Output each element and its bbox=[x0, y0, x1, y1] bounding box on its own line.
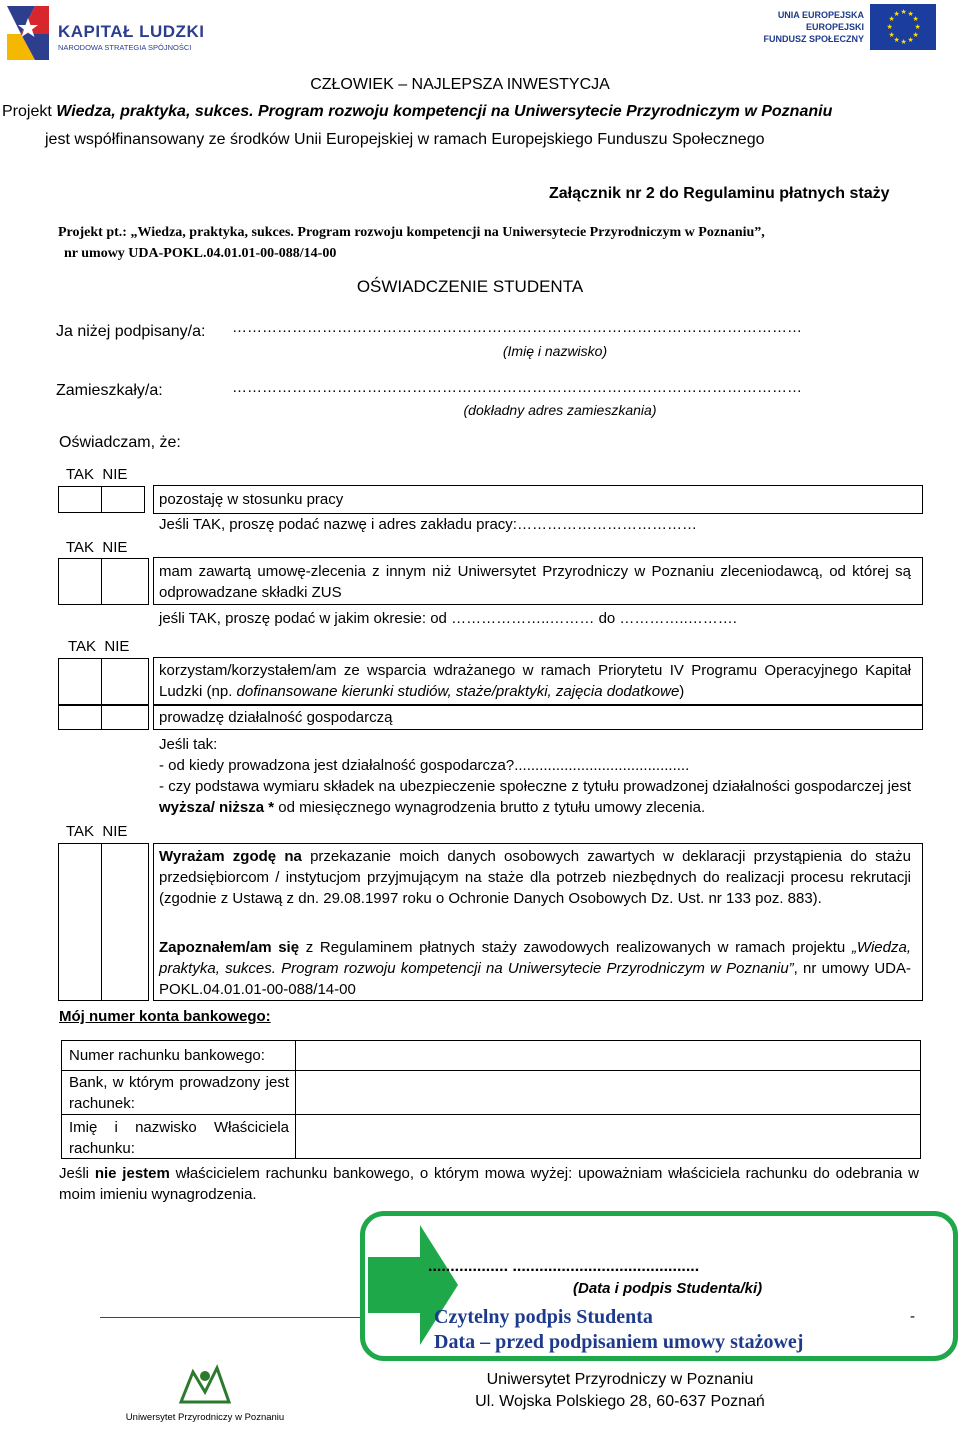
bank-row-account-label: Numer rachunku bankowego: bbox=[69, 1047, 265, 1064]
cb-contract-no[interactable] bbox=[101, 558, 149, 605]
declare-label: Oświadczam, że: bbox=[59, 434, 181, 451]
bank-note-bold: nie jestem bbox=[94, 1165, 170, 1182]
bank-row-owner-value[interactable] bbox=[301, 1119, 911, 1155]
callout-line2: Data – przed podpisaniem umowy stażowej bbox=[434, 1331, 804, 1353]
cb-yes-label: TAK bbox=[66, 539, 95, 556]
bank-note bbox=[59, 1163, 919, 1205]
university-logo bbox=[115, 1362, 295, 1424]
bank-note-suffix: właścicielem rachunku bankowego, o którym mowa wyżej: upoważniam właściciela rachunku do odebrania w moim imieniu wynagrodzenia. bbox=[59, 1165, 919, 1203]
address-dots[interactable]: …………………………………………………………………………………………………… bbox=[232, 379, 802, 396]
project-ref-line1: Projekt pt.: „Wiedza, praktyka, sukces. Program rozwoju kompetencji na Uniwersytecie Przyrodniczym w Poznaniu”, bbox=[58, 225, 765, 240]
kapital-ludzki-subtitle: NARODOWA STRATEGIA SPÓJNOŚCI bbox=[58, 43, 192, 52]
signed-hint: (Imię i nazwisko) bbox=[502, 343, 608, 359]
callout-line1: Czytelny podpis Studenta bbox=[434, 1306, 653, 1328]
bank-row-bank-value[interactable] bbox=[301, 1075, 911, 1111]
bank-heading: Mój numer konta bankowego: bbox=[59, 1008, 271, 1025]
business-basis-suffix: od miesięcznego wynagrodzenia brutto z tytułu umowy zlecenia. bbox=[274, 799, 706, 816]
doc-title: OŚWIADCZENIE STUDENTA bbox=[356, 277, 584, 296]
svg-text:★: ★ bbox=[912, 15, 919, 23]
cofinanced-text: jest współfinansowany ze środków Unii Europejskiej w ramach Europejskiego Funduszu Społecznego bbox=[45, 131, 765, 148]
cb-consent-no[interactable] bbox=[101, 843, 149, 1001]
bank-table bbox=[61, 1040, 921, 1159]
svg-text:★: ★ bbox=[888, 15, 895, 23]
project-prefix: Projekt bbox=[2, 103, 57, 120]
svg-text:★: ★ bbox=[907, 10, 914, 18]
statement-business-if: Jeśli tak: bbox=[159, 736, 218, 753]
annex-title: Załącznik nr 2 do Regulaminu płatnych staży bbox=[549, 185, 890, 202]
cb-yes-label: TAK bbox=[66, 823, 95, 840]
consent-text: przekazanie moich danych osobowych zawartych w deklaracji przystąpienia do stażu przedsiębiorcom / instytucjom przyjmującym na staże dla potrzeb niezbędnych do realizacji procesu rekrutacji (zgodnie z Ustawą z dn. 29.08.1997 roku o Ochronie Danych Osobowych Dz. Ust. nr 133 poz. 883). bbox=[159, 848, 911, 907]
svg-text:★: ★ bbox=[912, 31, 919, 39]
kapital-ludzki-emblem-icon bbox=[5, 4, 51, 62]
address-hint: (dokładny adres zamieszkania) bbox=[463, 402, 657, 418]
cb-contract-yes[interactable] bbox=[58, 558, 102, 605]
cb-employment-no[interactable] bbox=[101, 486, 145, 513]
university-emblem-icon bbox=[175, 1362, 235, 1408]
cb-header-3 bbox=[68, 636, 129, 657]
cb-header-2 bbox=[66, 537, 127, 558]
statement-contract: mam zawartą umowę-zlecenia z innym niż Uniwersytet Przyrodniczy w Poznaniu zleceniodawcą, od której są odprowadzane składki ZUS bbox=[159, 563, 911, 601]
svg-text:★: ★ bbox=[893, 10, 900, 18]
cb-support-no[interactable] bbox=[101, 658, 149, 705]
statement-employment: pozostaję w stosunku pracy bbox=[159, 491, 344, 508]
motto: CZŁOWIEK – NAJLEPSZA INWESTYCJA bbox=[310, 76, 610, 93]
eu-logo-line1: UNIA EUROPEJSKA bbox=[777, 10, 864, 20]
statement-business-since: - od kiedy prowadzona jest działalność gospodarcza?.......................................... bbox=[159, 757, 690, 774]
svg-text:★: ★ bbox=[914, 23, 921, 31]
footer-address-1: Uniwersytet Przyrodniczy w Poznaniu bbox=[486, 1371, 754, 1388]
svg-text:★: ★ bbox=[886, 23, 893, 31]
regulation-text: z Regulaminem płatnych staży zawodowych realizowanych w ramach projektu bbox=[299, 939, 852, 956]
cb-business-no[interactable] bbox=[101, 705, 149, 730]
bank-row-bank-label: Bank, w którym prowadzony jest rachunek: bbox=[69, 1074, 289, 1112]
cb-yes-label: TAK bbox=[66, 466, 95, 483]
cb-no-label: NIE bbox=[102, 823, 128, 840]
statement-consent bbox=[159, 846, 911, 909]
university-logo-caption: Uniwersytet Przyrodniczy w Poznaniu bbox=[125, 1412, 285, 1423]
support-italic: dofinansowane kierunki studiów, staże/praktyki, zajęcia dodatkowe bbox=[236, 683, 680, 700]
cb-employment-yes[interactable] bbox=[58, 486, 102, 513]
project-header bbox=[2, 101, 832, 122]
project-title: Wiedza, praktyka, sukces. Program rozwoju kompetencji na Uniwersytecie Przyrodniczym w Poznaniu bbox=[56, 103, 833, 120]
cb-header-1 bbox=[66, 464, 127, 485]
cb-no-label: NIE bbox=[102, 466, 128, 483]
statement-support bbox=[159, 660, 911, 702]
kapital-ludzki-logo bbox=[5, 4, 205, 62]
svg-text:★: ★ bbox=[907, 36, 914, 44]
svg-text:★: ★ bbox=[893, 36, 900, 44]
statement-contract-period: jeśli TAK, proszę podać w jakim okresie: od ………………..……… do …………..………. bbox=[159, 610, 737, 627]
cb-no-label: NIE bbox=[102, 539, 128, 556]
footer-address-2: Ul. Wojska Polskiego 28, 60-637 Poznań bbox=[475, 1393, 765, 1410]
statement-regulation bbox=[159, 937, 911, 1000]
eu-logo bbox=[738, 4, 958, 54]
signed-dots[interactable]: …………………………………………………………………………………………………… bbox=[232, 319, 802, 336]
cb-consent-yes[interactable] bbox=[58, 843, 102, 1001]
svg-text:★: ★ bbox=[900, 8, 907, 16]
statement-business: prowadzę działalność gospodarczą bbox=[159, 709, 393, 726]
bank-row-owner-label: Imię i nazwisko Właściciela rachunku: bbox=[69, 1119, 289, 1157]
regulation-project: „Wiedza, praktyka, sukces. Program rozwoju kompetencji na Uniwersytecie Przyrodniczym w Poznaniu” bbox=[159, 939, 911, 977]
cb-business-yes[interactable] bbox=[58, 705, 102, 730]
eu-flag-icon bbox=[870, 4, 936, 50]
statement-employment-if: Jeśli TAK, proszę podać nazwę i adres zakładu pracy:……………………………… bbox=[159, 516, 697, 533]
regulation-bold: Zapoznałem/am się bbox=[159, 939, 300, 956]
kapital-ludzki-title: KAPITAŁ LUDZKI bbox=[58, 22, 205, 41]
signature-hint: (Data i podpis Studenta/ki) bbox=[573, 1280, 763, 1297]
regulation-tail: , nr umowy UDA-POKL.04.01.01-00-088/14-00 bbox=[159, 960, 912, 998]
cb-support-yes[interactable] bbox=[58, 658, 102, 705]
cb-yes-label: TAK bbox=[68, 638, 97, 655]
signed-label: Ja niżej podpisany/a: bbox=[56, 323, 206, 340]
support-suffix: ) bbox=[679, 683, 685, 700]
eu-logo-line3: FUNDUSZ SPOŁECZNY bbox=[763, 34, 864, 44]
business-basis-bold: wyższa/ niższa * bbox=[159, 799, 275, 816]
project-ref-line2: nr umowy UDA-POKL.04.01.01-00-088/14-00 bbox=[64, 246, 337, 261]
business-basis-prefix: - czy podstawa wymiaru składek na ubezpieczenie społeczne z tytułu prowadzonej działalności gospodarczej jest bbox=[159, 778, 911, 795]
signature-dash: - bbox=[910, 1308, 915, 1325]
cb-no-label: NIE bbox=[104, 638, 130, 655]
statement-business-basis bbox=[159, 776, 911, 818]
address-label: Zamieszkały/a: bbox=[56, 382, 163, 399]
bank-row-account-value[interactable] bbox=[301, 1045, 911, 1067]
cb-header-4 bbox=[66, 821, 127, 842]
eu-logo-line2: EUROPEJSKI bbox=[805, 22, 864, 32]
bank-note-prefix: Jeśli bbox=[59, 1165, 95, 1182]
support-prefix: korzystam/korzystałem/am ze wsparcia wdrażanego w ramach Priorytetu IV Programu Operacyjnego Kapitał Ludzki (np. bbox=[159, 662, 911, 700]
signature-dots[interactable]: .................. .......................................... bbox=[428, 1258, 700, 1275]
svg-text:★: ★ bbox=[888, 31, 895, 39]
svg-text:★: ★ bbox=[900, 38, 907, 46]
consent-bold: Wyrażam zgodę na bbox=[159, 848, 302, 865]
